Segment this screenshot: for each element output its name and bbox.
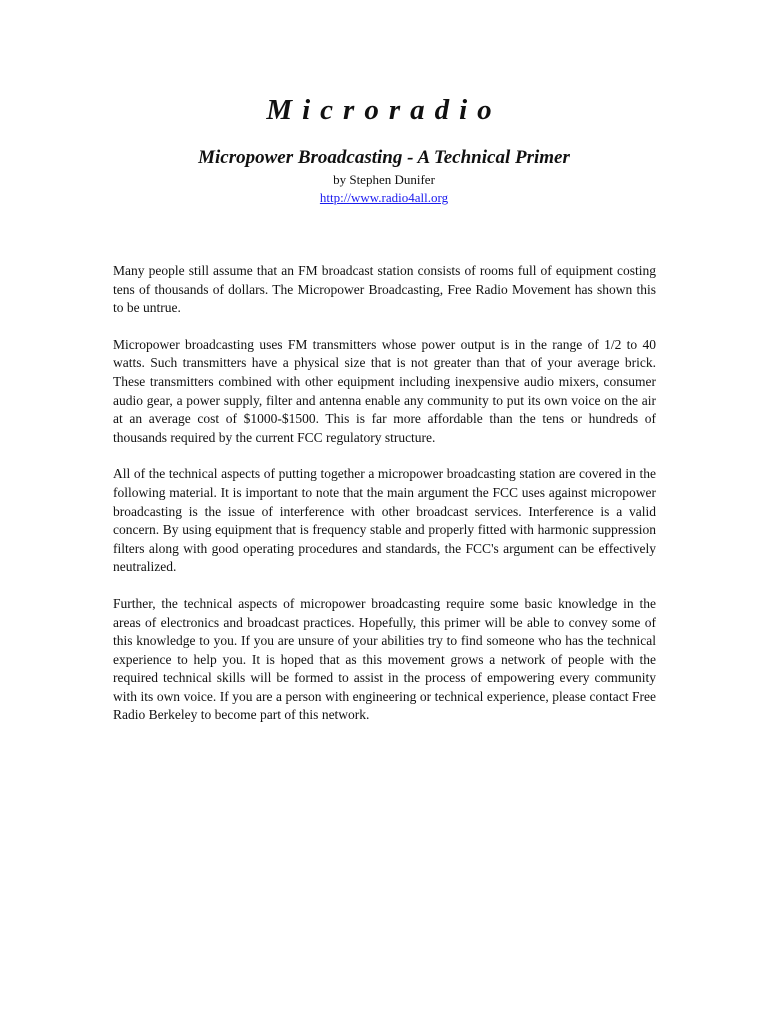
author-byline: by Stephen Dunifer <box>333 172 435 187</box>
document-title: Microradio <box>266 94 502 126</box>
paragraph-2: Micropower broadcasting uses FM transmitters whose power output is in the range of 1/2 to 40 watts. Such transmitters have a physical size that is not greater than that of your average brick. These transmitters combined with other equipment including inexpensive audio mixers, consumer audio gear, a power supply, filter and antenna enable any community to put its own voice on the air at an average cost of $1000-$1500. This is far more affordable than the tens or hundreds of thousands required by the current FCC regulatory structure. <box>113 336 656 445</box>
website-link-line <box>0 189 768 207</box>
document-subtitle: Micropower Broadcasting - A Technical Primer <box>198 147 570 168</box>
paragraph-4: Further, the technical aspects of micropower broadcasting require some basic knowledge in the areas of electronics and broadcast practices. Hopefully, this primer will be able to convey some of this knowledge to you. If you are unsure of your abilities try to find someone who has the technical experience to help you. It is hoped that as this movement grows a network of people with the required technical skills will be formed to assist in the process of empowering every community with its own voice. If you are a person with engineering or technical experience, please contact Free Radio Berkeley to become part of this network. <box>113 595 656 723</box>
paragraph-3: All of the technical aspects of putting together a micropower broadcasting station are covered in the following material. It is important to note that the main argument the FCC uses against micropower broadcasting is the issue of interference with other broadcast services. Interference is a valid concern. By using equipment that is frequency stable and properly fitted with harmonic suppression filters along with good operating procedures and standards, the FCC's argument can be effectively neutralized. <box>113 466 656 575</box>
body-text <box>113 262 656 743</box>
website-link[interactable]: http://www.radio4all.org <box>319 190 449 205</box>
paragraph-1: Many people still assume that an FM broadcast station consists of rooms full of equipment costing tens of thousands of dollars. The Micropower Broadcasting, Free Radio Movement has shown this to be untrue. <box>113 263 656 316</box>
